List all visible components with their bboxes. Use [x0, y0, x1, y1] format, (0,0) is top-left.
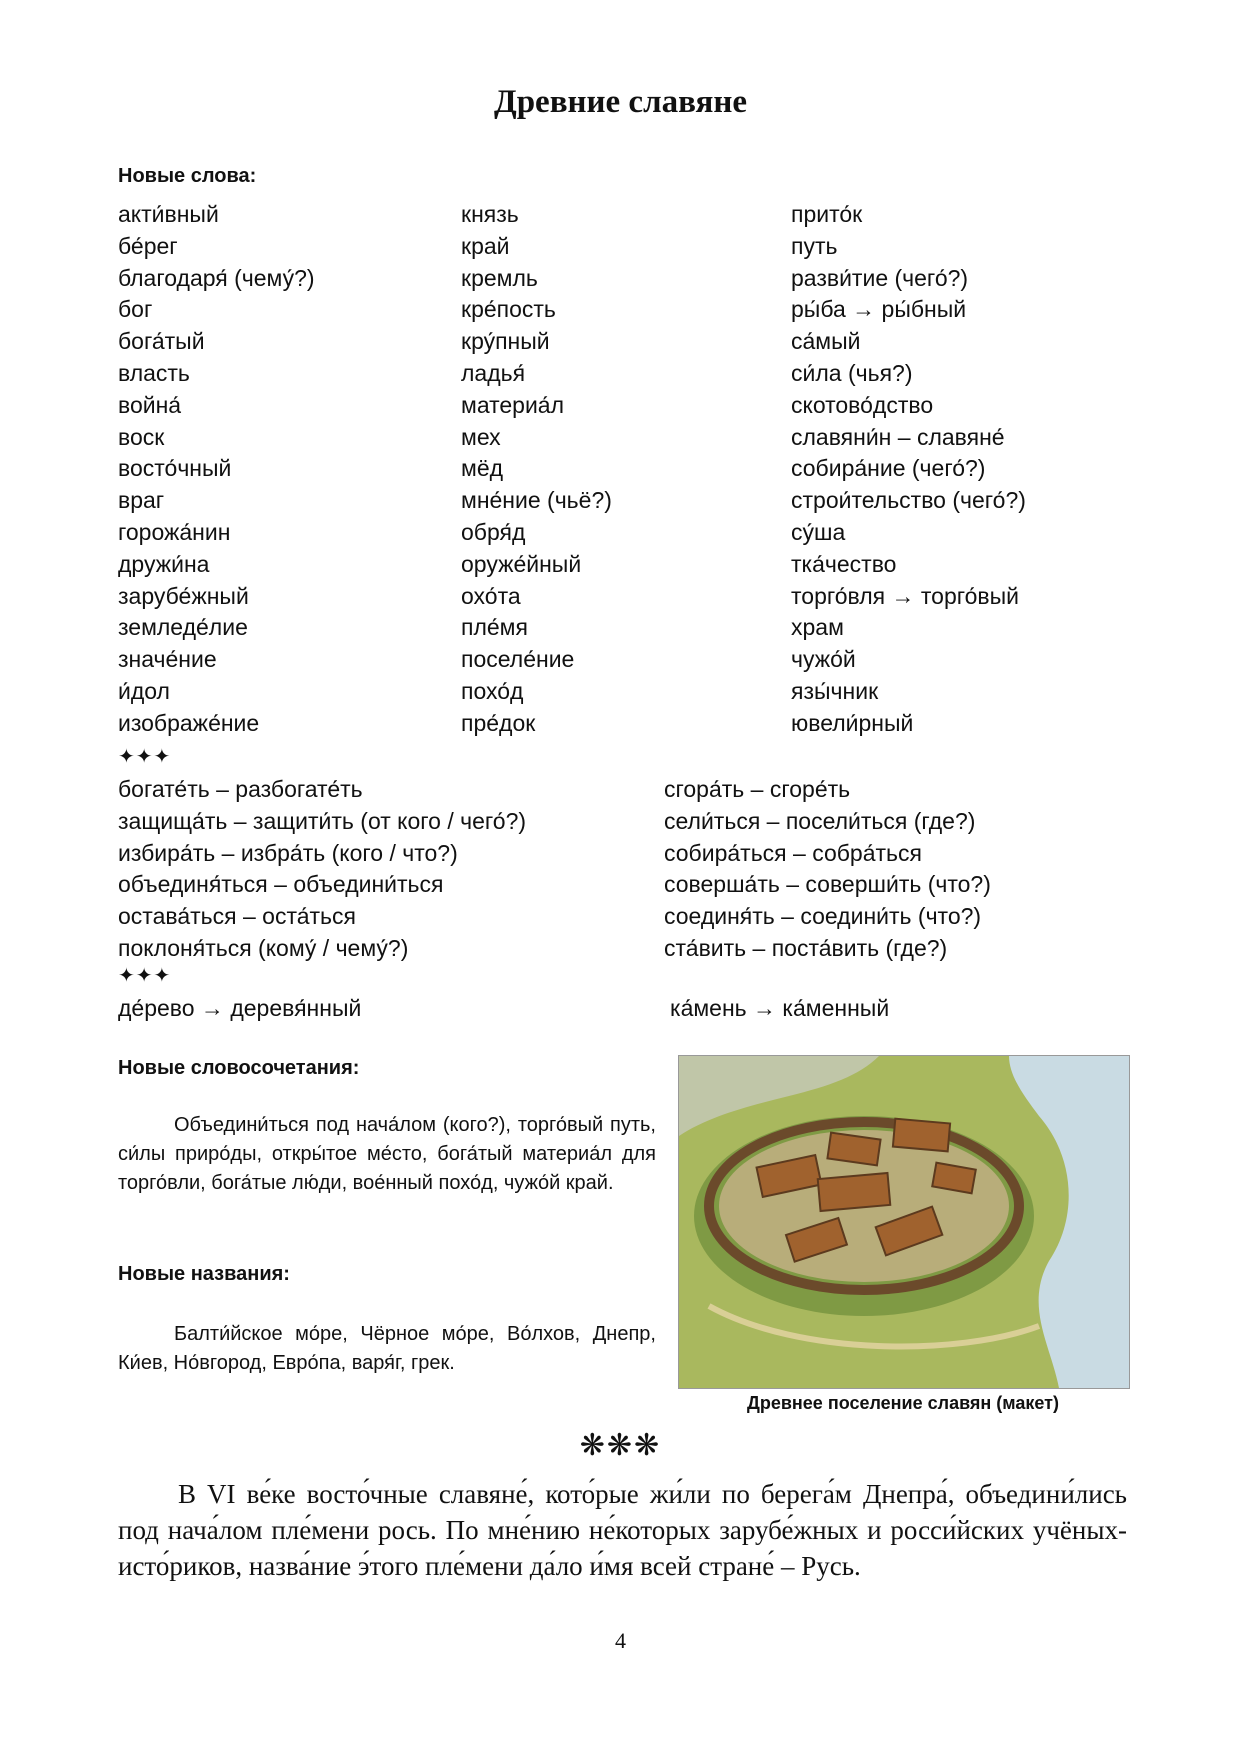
- verb-pair: собира́ться – собра́ться: [664, 839, 922, 866]
- word: поселе́ние: [461, 646, 575, 673]
- verb-pair: защища́ть – защити́ть (от кого / чего́?): [118, 807, 527, 834]
- phrases-heading: Новые словосочетания:: [118, 1057, 360, 1079]
- word: язы́чник: [791, 677, 879, 704]
- word: мёд: [461, 455, 504, 482]
- word: похо́д: [461, 677, 524, 704]
- diamond-separator-2: ✦✦✦: [118, 965, 172, 987]
- word: власть: [118, 359, 190, 386]
- word: си́ла (чья?): [791, 359, 913, 386]
- verb-pair: богате́ть – разбогате́ть: [118, 776, 363, 802]
- verb-pair: остава́ться – оста́ться: [118, 903, 356, 930]
- verb-pair: соверша́ть – соверши́ть (что?): [664, 871, 991, 898]
- word: строи́тельство (чего́?): [791, 487, 1026, 514]
- verb-pair: поклоня́ться (кому́ / чему́?): [118, 934, 409, 961]
- word: материа́л: [461, 391, 565, 418]
- figure-caption: Древнее поселение славян (макет): [747, 1393, 1059, 1413]
- word: обря́д: [461, 518, 526, 545]
- word: мех: [461, 423, 501, 450]
- word: бога́тый: [118, 328, 205, 355]
- word: князь: [461, 201, 519, 227]
- word: прито́к: [791, 201, 863, 227]
- words-column-3: [791, 199, 1026, 740]
- verb-pair: сгора́ть – сгоре́ть: [664, 776, 851, 802]
- word: бе́рег: [118, 232, 178, 259]
- word: са́мый: [791, 328, 861, 355]
- word: оруже́йный: [461, 550, 582, 577]
- word: край: [461, 232, 510, 259]
- word: благодаря́ (чему́?): [118, 264, 315, 291]
- word: и́дол: [118, 677, 170, 704]
- names-heading: Новые названия:: [118, 1263, 290, 1285]
- word: земледе́лие: [118, 614, 248, 641]
- verbs-column-left: [118, 774, 526, 965]
- word: пле́мя: [461, 614, 528, 641]
- word: горожа́нин: [118, 518, 231, 545]
- section-separator: ❋❋❋: [579, 1429, 662, 1462]
- verb-pair: сели́ться – посели́ться (где?): [664, 807, 976, 834]
- verbs-column-right: [664, 774, 991, 965]
- word: храм: [791, 614, 844, 641]
- verb-pair: соединя́ть – соедини́ть (что?): [664, 903, 982, 930]
- word: зарубе́жный: [118, 582, 249, 609]
- word: восто́чный: [118, 455, 232, 482]
- derived-word-left: де́рево → деревя́нный: [118, 995, 362, 1021]
- word: славяни́н – славяне́: [791, 423, 1005, 450]
- words-column-2: [461, 199, 612, 740]
- word: пре́док: [461, 709, 536, 736]
- word: мне́ние (чьё?): [461, 487, 612, 514]
- word: акти́вный: [118, 201, 219, 227]
- word: ладья́: [461, 359, 526, 386]
- word: бог: [118, 296, 153, 323]
- word: война́: [118, 391, 182, 418]
- word: кремль: [461, 264, 538, 291]
- word: охо́та: [461, 582, 521, 609]
- new-words-heading: Новые слова:: [118, 165, 257, 187]
- word: воск: [118, 423, 165, 450]
- word: кре́пость: [461, 296, 556, 323]
- derived-word-right: ка́мень → ка́менный: [670, 995, 890, 1021]
- verb-pair: объединя́ться – объедини́ться: [118, 871, 444, 898]
- word: дружи́на: [118, 550, 210, 577]
- words-column-1: [118, 199, 315, 740]
- word: чужо́й: [791, 646, 856, 673]
- word: скотово́дство: [791, 391, 934, 418]
- word: су́ша: [791, 518, 846, 545]
- word: кру́пный: [461, 328, 550, 355]
- word: путь: [791, 232, 838, 259]
- word: тка́чество: [791, 550, 897, 577]
- word: ювели́рный: [791, 709, 914, 736]
- page-number: 4: [615, 1628, 626, 1653]
- settlement-illustration: [678, 1055, 1130, 1389]
- word: изображе́ние: [118, 709, 260, 736]
- word: торго́вля → торго́вый: [791, 582, 1020, 609]
- names-text: Балти́йское мо́ре, Чёрное мо́ре, Во́лхов, Днепр, Ки́ев, Но́вгород, Евро́па, варя́г, грек.: [118, 1323, 656, 1374]
- word: разви́тие (чего́?): [791, 264, 969, 291]
- verb-pair: ста́вить – поста́вить (где?): [664, 934, 948, 961]
- word: собира́ние (чего́?): [791, 455, 986, 482]
- diamond-separator-1: ✦✦✦: [118, 746, 172, 768]
- word: значе́ние: [118, 646, 217, 673]
- verb-pair: избира́ть – избра́ть (кого / что?): [118, 839, 458, 866]
- phrases-text: Объедини́ться под нача́лом (кого?), торго́вый путь, си́лы приро́ды, откры́тое ме́сто, бога́тый материа́л для торго́вли, бога́тые лю́ди, вое́нный похо́д, чужо́й край.: [118, 1114, 656, 1194]
- body-paragraph: В VI ве́ке восто́чные славяне́, кото́рые жи́ли по берега́м Днепра́, объедини́лись под нача́лом пле́мени рось. По мне́нию не́которых зарубе́жных и росси́йских учёных-исто́риков, назва́ние э́того пле́мени да́ло и́мя всей стране́ – Русь.: [118, 1479, 1127, 1581]
- word: ры́ба → ры́бный: [791, 296, 967, 323]
- word: враг: [118, 487, 165, 514]
- page-title: Древние славяне: [493, 84, 747, 120]
